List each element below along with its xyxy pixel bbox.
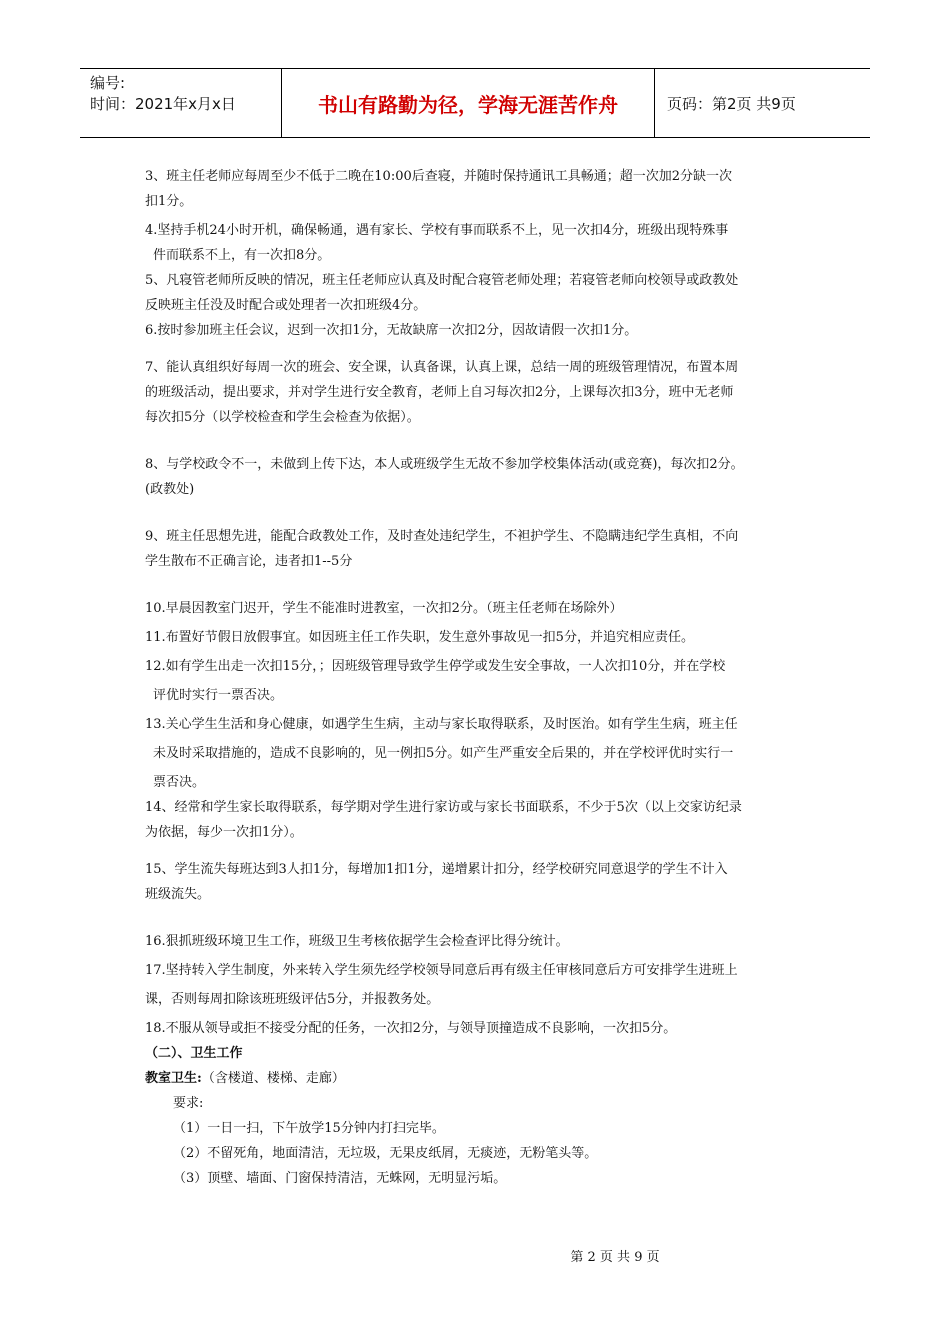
item-line: 4.坚持手机24小时开机，确保畅通，遇有家长、学校有事而联系不上，见一次扣4分，班级出现特殊事 [145, 223, 729, 238]
classroom-label: 教室卫生: [145, 1071, 202, 1086]
number-label: 编号: [90, 74, 126, 92]
item-line: 9、班主任思想先进，能配合政教处工作，及时查处违纪学生，不袒护学生、不隐瞒违纪学生真相，不向 [145, 529, 739, 544]
item-13 [145, 712, 815, 795]
document-body [145, 160, 815, 1191]
item-3 [145, 164, 815, 214]
page-header [80, 68, 870, 138]
item-line: 为依据，每少一次扣1分）。 [145, 825, 303, 840]
item-line: 5、凡寝管老师所反映的情况，班主任老师应认真及时配合寝管老师处理；若寝管老师向校领导或政教处 [145, 273, 739, 288]
item-line: 11.布置好节假日放假事宜。如因班主任工作失职，发生意外事故见一扣5分，并追究相应责任。 [145, 630, 694, 645]
section-heading: （二）、卫生工作 [145, 1046, 243, 1061]
item-line: 扣1分。 [145, 194, 193, 209]
item-7 [145, 355, 815, 430]
item-line: 6.按时参加班主任会议，迟到一次扣1分，无故缺席一次扣2分，因故请假一次扣1分。 [145, 323, 638, 338]
item-line: 8、与学校政令不一，未做到上传下达，本人或班级学生无故不参加学校集体活动(或竞赛)，每次扣2分。 [145, 457, 744, 472]
classroom-hygiene [145, 1066, 815, 1091]
item-line: 15、学生流失每班达到3人扣1分，每增加1扣1分，递增累计扣分，经学校研究同意退学的学生不计入 [145, 862, 728, 877]
item-line: 件而联系不上，有一次扣8分。 [153, 248, 331, 263]
item-12 [145, 654, 815, 708]
item-line: 14、经常和学生家长取得联系，每学期对学生进行家访或与家长书面联系，不少于5次（以上交家访纪录 [145, 800, 742, 815]
item-line: 课，否则每周扣除该班班级评估5分，并报教务处。 [145, 992, 440, 1007]
item-line: 评优时实行一票否决。 [153, 688, 284, 703]
item-17 [145, 958, 815, 1012]
classroom-note: （含楼道、楼梯、走廊） [201, 1071, 345, 1086]
item-line: 每次扣5分（以学校检查和学生会检查为依据）。 [145, 410, 420, 425]
item-15 [145, 857, 815, 907]
item-line: 的班级活动，提出要求，并对学生进行安全教育，老师上自习每次扣2分，上课每次扣3分，班中无老师 [145, 385, 734, 400]
item-line: 未及时采取措施的，造成不良影响的，见一例扣5分。如产生严重安全后果的，并在学校评优时实行一 [153, 746, 734, 761]
item-line: 学生散布不正确言论，违者扣1--5分 [145, 554, 353, 569]
footer-page-number: 第 2 页 共 9 页 [570, 1250, 660, 1265]
time-label: 时间：2021年x月x日 [90, 95, 236, 113]
requirement-item: （1）一日一扫，下午放学15分钟内打扫完毕。 [173, 1121, 445, 1136]
item-18 [145, 1016, 815, 1041]
item-line: 10.早晨因教室门迟开，学生不能准时进教室，一次扣2分。（班主任老师在场除外） [145, 601, 623, 616]
item-line: 12.如有学生出走一次扣15分，；因班级管理导致学生停学或发生安全事故，一人次扣10分，并在学校 [145, 659, 726, 674]
requirements-label: 要求: [173, 1096, 204, 1111]
item-line: 18.不服从领导或拒不接受分配的任务，一次扣2分，与领导顶撞造成不良影响，一次扣5分。 [145, 1021, 677, 1036]
item-11 [145, 625, 815, 650]
item-line: 反映班主任没及时配合或处理者一次扣班级4分。 [145, 298, 427, 313]
requirement-item: （2）不留死角，地面清洁，无垃圾，无果皮纸屑，无痰迹，无粉笔头等。 [173, 1146, 598, 1161]
item-9 [145, 524, 815, 574]
item-line: 3、班主任老师应每周至少不低于二晚在10:00后查寝，并随时保持通讯工具畅通；超一次加2分缺一次 [145, 169, 733, 184]
item-line: 13.关心学生生活和身心健康，如遇学生生病，主动与家长取得联系，及时医治。如有学生生病，班主任 [145, 717, 738, 732]
item-5 [145, 268, 815, 318]
item-8 [145, 452, 815, 502]
item-14 [145, 795, 815, 845]
item-10 [145, 596, 815, 621]
item-line: 票否决。 [153, 775, 206, 790]
item-6 [145, 318, 815, 343]
item-16 [145, 929, 815, 954]
header-page-label: 页码：第2页 共9页 [667, 94, 796, 113]
item-4 [145, 218, 815, 268]
item-line: 班级流失。 [145, 887, 211, 902]
item-line: 7、能认真组织好每周一次的班会、安全课，认真备课，认真上课，总结一周的班级管理情况，布置本周 [145, 360, 739, 375]
page-footer [0, 1246, 950, 1265]
requirement-item: （3）顶壁、墙面、门窗保持清洁，无蛛网，无明显污垢。 [173, 1171, 507, 1186]
header-motto: 书山有路勤为径，学海无涯苦作舟 [282, 69, 655, 137]
item-line: 16.狠抓班级环境卫生工作，班级卫生考核依据学生会检查评比得分统计。 [145, 934, 569, 949]
header-meta [80, 69, 282, 137]
item-line: (政教处) [145, 482, 195, 497]
item-line: 17.坚持转入学生制度，外来转入学生须先经学校领导同意后再有级主任审核同意后方可安排学生进班上 [145, 963, 738, 978]
